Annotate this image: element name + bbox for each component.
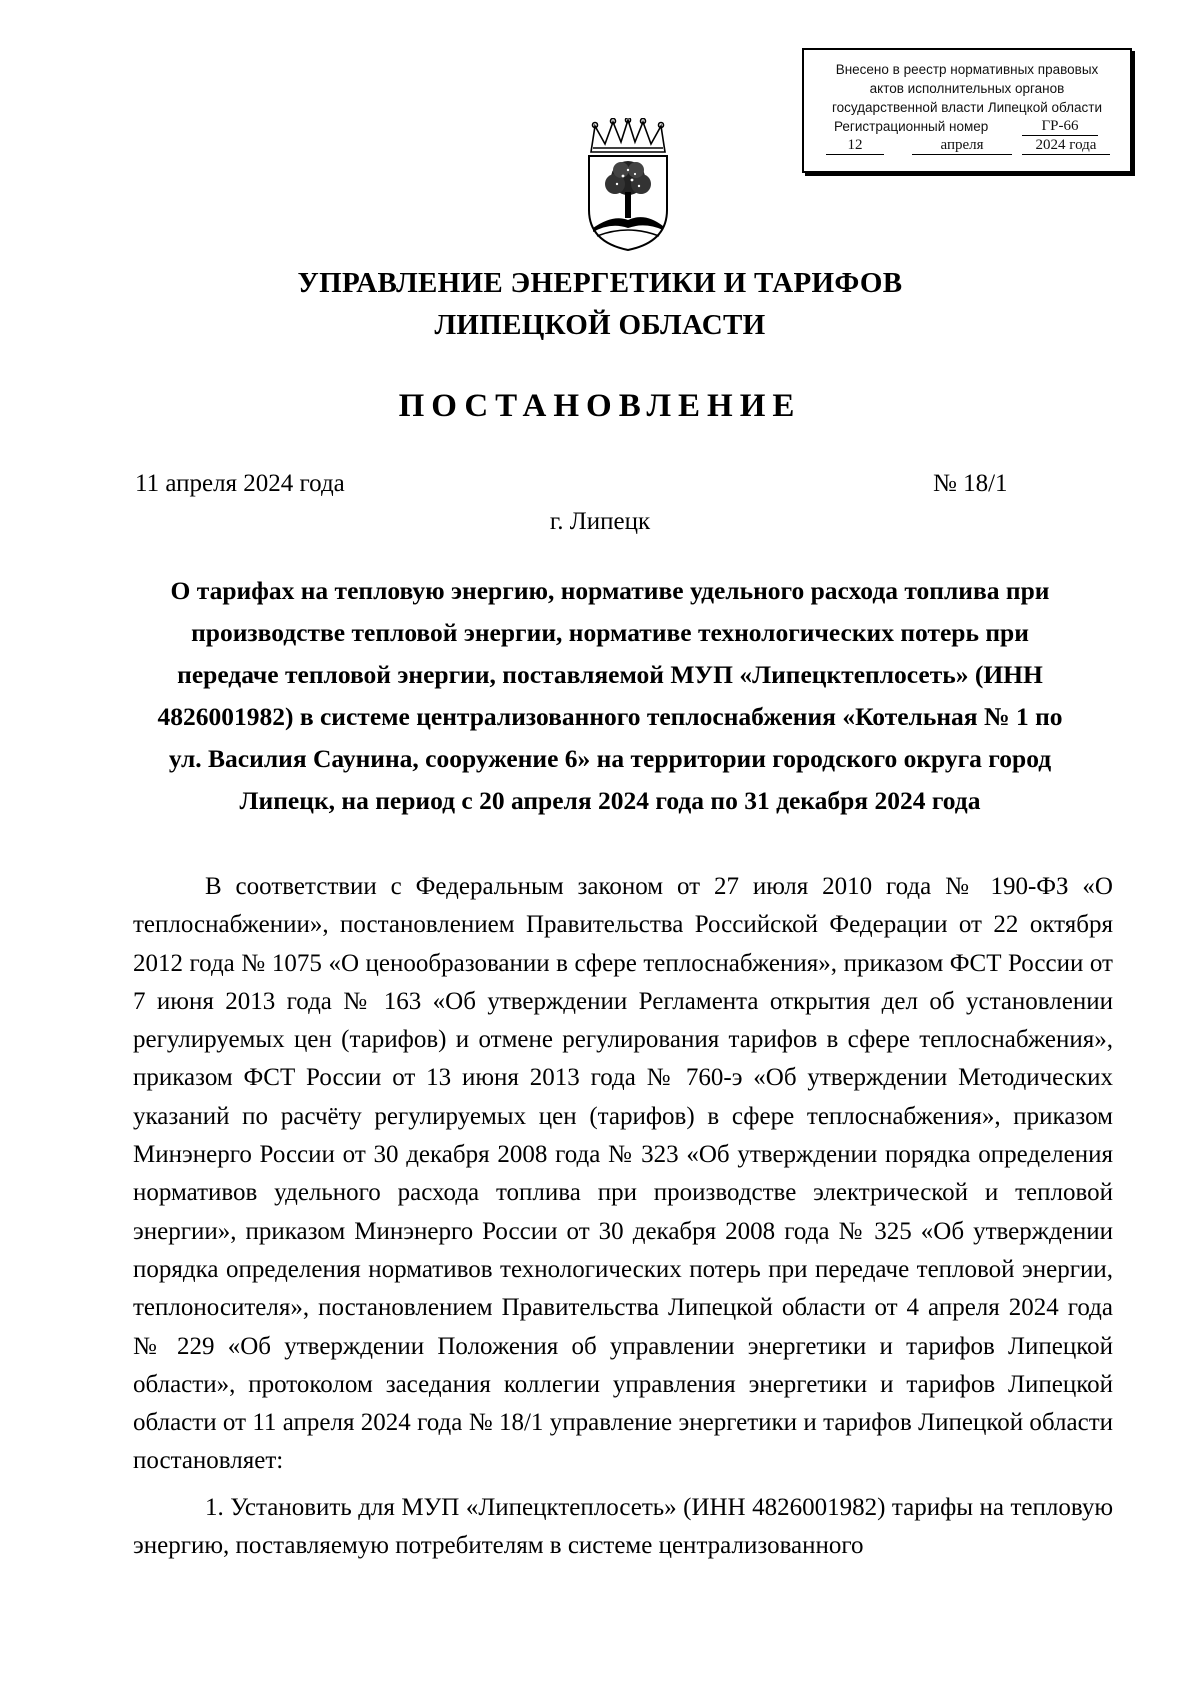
org-name-line2: ЛИПЕЦКОЙ ОБЛАСТИ	[434, 309, 766, 341]
stamp-reg-number: ГР-66	[1022, 117, 1098, 136]
document-type: ПОСТАНОВЛЕНИЕ	[398, 388, 802, 424]
stamp-date-row	[804, 136, 1130, 155]
stamp-reg-label: Регистрационный номер	[834, 119, 989, 134]
stamp-line: государственной власти Липецкой области	[831, 100, 1103, 115]
document-title: О тарифах на тепловую энергию, нормативе удельного расхода топлива при производстве тепловой энергии, нормативе технологических потерь при передаче тепловой энергии, поставляемой МУП «Липецктеплосеть» (ИНН 4826001982) в системе централизованного теплоснабжения «Котельная № 1 по ул. Василия Саунина, сооружение 6» на территории городского округа город Липецк, на период с 20 апреля 2024 года по 31 декабря 2024 года	[157, 576, 1063, 815]
stamp-day: 12	[826, 136, 884, 155]
stamp-line: Внесено в реестр нормативных правовых	[835, 62, 1099, 77]
document-number: № 18/1	[933, 470, 1008, 497]
stamp-year: 2024 года	[1022, 136, 1110, 155]
lipetsk-coat-of-arms-icon	[583, 118, 673, 253]
stamp-line: актов исполнительных органов	[869, 81, 1065, 96]
body-paragraph-item-1: 1. Установить для МУП «Липецктеплосеть» (ИНН 4826001982) тарифы на тепловую энергию, поставляемую потребителям в системе централизованного	[133, 1493, 1113, 1560]
document-body	[133, 868, 1113, 1565]
stamp-reg-row	[804, 117, 1130, 136]
document-city: г. Липецк	[549, 508, 651, 535]
body-paragraph-preamble: В соответствии с Федеральным законом от 27 июля 2010 года № 190-ФЗ «О теплоснабжении», постановлением Правительства Российской Федерации от 22 октября 2012 года № 1075 «О ценообразовании в сфере теплоснабжения», приказом ФСТ России от 7 июня 2013 года № 163 «Об утверждении Регламента открытия дел об установлении регулируемых цен (тарифов) и отмене регулирования тарифов в сфере теплоснабжения», приказом ФСТ России от 13 июня 2013 года № 760-э «Об утверждении Методических указаний по расчёту регулируемых цен (тарифов) в сфере теплоснабжения», приказом Минэнерго России от 30 декабря 2008 года № 323 «Об утверждении порядка определения нормативов удельного расхода топлива при производстве электрической и тепловой энергии», приказом Минэнерго России от 30 декабря 2008 года № 325 «Об утверждении порядка определения нормативов технологических потерь при передаче тепловой энергии, теплоносителя», постановлением Правительства Липецкой области от 4 апреля 2024 года № 229 «Об утверждении Положения об управлении энергетики и тарифов Липецкой области», протоколом заседания коллегии управления энергетики и тарифов Липецкой области от 11 апреля 2024 года № 18/1 управление энергетики и тарифов Липецкой области постановляет:	[133, 873, 1113, 1475]
stamp-month: апреля	[912, 136, 1012, 155]
document-date: 11 апреля 2024 года	[135, 470, 345, 497]
registry-stamp	[802, 48, 1132, 173]
org-name-line1: УПРАВЛЕНИЕ ЭНЕРГЕТИКИ И ТАРИФОВ	[297, 267, 903, 299]
